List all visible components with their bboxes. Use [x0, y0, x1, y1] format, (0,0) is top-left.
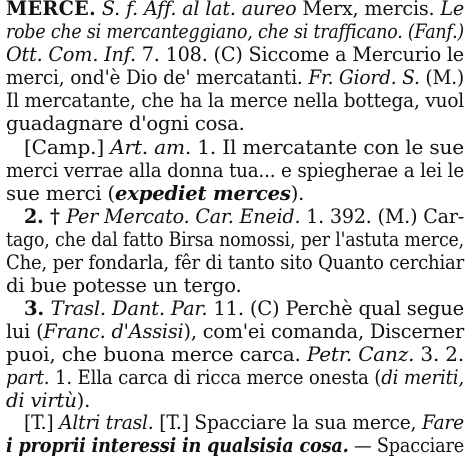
text-run: Il mercatante, che ha la merce nella bottega, vuol [6, 89, 464, 112]
text-line [24, 205, 464, 228]
text-line [6, 228, 464, 251]
text-run: aureo [241, 0, 297, 20]
text-run: 1. 392. (M.) Car- [300, 205, 465, 228]
text-line [6, 343, 464, 366]
text-run: Fare [422, 411, 464, 434]
text-run: al lat. [176, 0, 242, 20]
text-run: Che, per fondarla, fêr di tanto sito Quanto cerchiar [6, 251, 465, 274]
text-line [6, 251, 464, 274]
text-run: guadagnare d'ogni cosa. [6, 112, 245, 135]
text-run: Ott. Com. Inf. [6, 43, 136, 66]
text-run: Fr. Giord. S. [308, 66, 420, 89]
text-run: 2. † [24, 205, 67, 228]
text-line [6, 389, 90, 412]
text-run: lui ( [6, 320, 44, 343]
text-run: Franc. d'Assisi [43, 320, 184, 343]
text-run: Per Mercato. Car. Eneid. [66, 205, 301, 228]
text-line [24, 136, 464, 159]
text-run: 3. 2. [414, 343, 465, 366]
text-run: expediet merces [114, 182, 291, 205]
text-line [6, 20, 464, 43]
text-line [6, 112, 245, 135]
text-run: merci, ond'è Dio de' mercatanti. [6, 66, 309, 89]
text-run: S. f. Aff. [96, 0, 177, 20]
text-run: di virtù [6, 389, 77, 412]
text-run: ). [76, 389, 91, 412]
text-run: 11. (C) Perchè qual segue [207, 297, 464, 320]
text-line [6, 366, 464, 389]
text-line [6, 274, 242, 297]
text-run: — Spacciare [348, 434, 464, 457]
text-run: [Camp.] [24, 136, 111, 159]
text-line [6, 320, 464, 343]
text-run: 3. [24, 297, 51, 320]
text-line [6, 43, 464, 66]
text-run: [T.] [24, 411, 60, 434]
text-run: Art. am. [110, 136, 192, 159]
text-run: sue merci ( [6, 182, 115, 205]
text-line [6, 89, 464, 112]
text-line [6, 66, 464, 89]
text-run: [T.] Spacciare la sua merce, [153, 411, 423, 434]
text-line [6, 434, 464, 457]
text-run: MERCE. [6, 0, 97, 20]
text-line [6, 159, 464, 182]
text-run: 1. Il mercatante con le sue [191, 136, 464, 159]
text-run: 7. 108. (C) Siccome a Mercurio le [135, 43, 464, 66]
text-run: tago, che dal fatto Birsa nomossi, per l'astuta merce, [6, 228, 464, 251]
text-run: Trasl. Dant. Par. [50, 297, 208, 320]
text-run: 1. Ella carca di ricca merce onesta ( [49, 366, 382, 389]
text-run: puoi, che buona merce carca. [6, 343, 307, 366]
text-run: (M.) [419, 66, 465, 89]
text-run: Altri trasl. [59, 411, 154, 434]
text-run: ), com'ei comanda, Discerner [183, 320, 465, 343]
text-run: Merx, mercis. [296, 0, 441, 20]
text-run: robe che si mercanteggiano, che si trafficano. (Fanf.) [6, 20, 465, 43]
text-run: di meriti, [381, 366, 465, 389]
text-run: part. [6, 366, 50, 389]
text-run: di bue potesse un tergo. [6, 274, 242, 297]
text-run: Le [440, 0, 465, 20]
text-run: ). [290, 182, 305, 205]
text-run: i proprii interessi in qualsisia cosa. [6, 434, 349, 457]
text-line [24, 297, 464, 320]
text-run: merci verrae alla donna tua... e spiegherae a lei le [6, 159, 465, 182]
text-run: Petr. Canz. [306, 343, 415, 366]
text-line [6, 0, 464, 20]
text-line [6, 182, 304, 205]
